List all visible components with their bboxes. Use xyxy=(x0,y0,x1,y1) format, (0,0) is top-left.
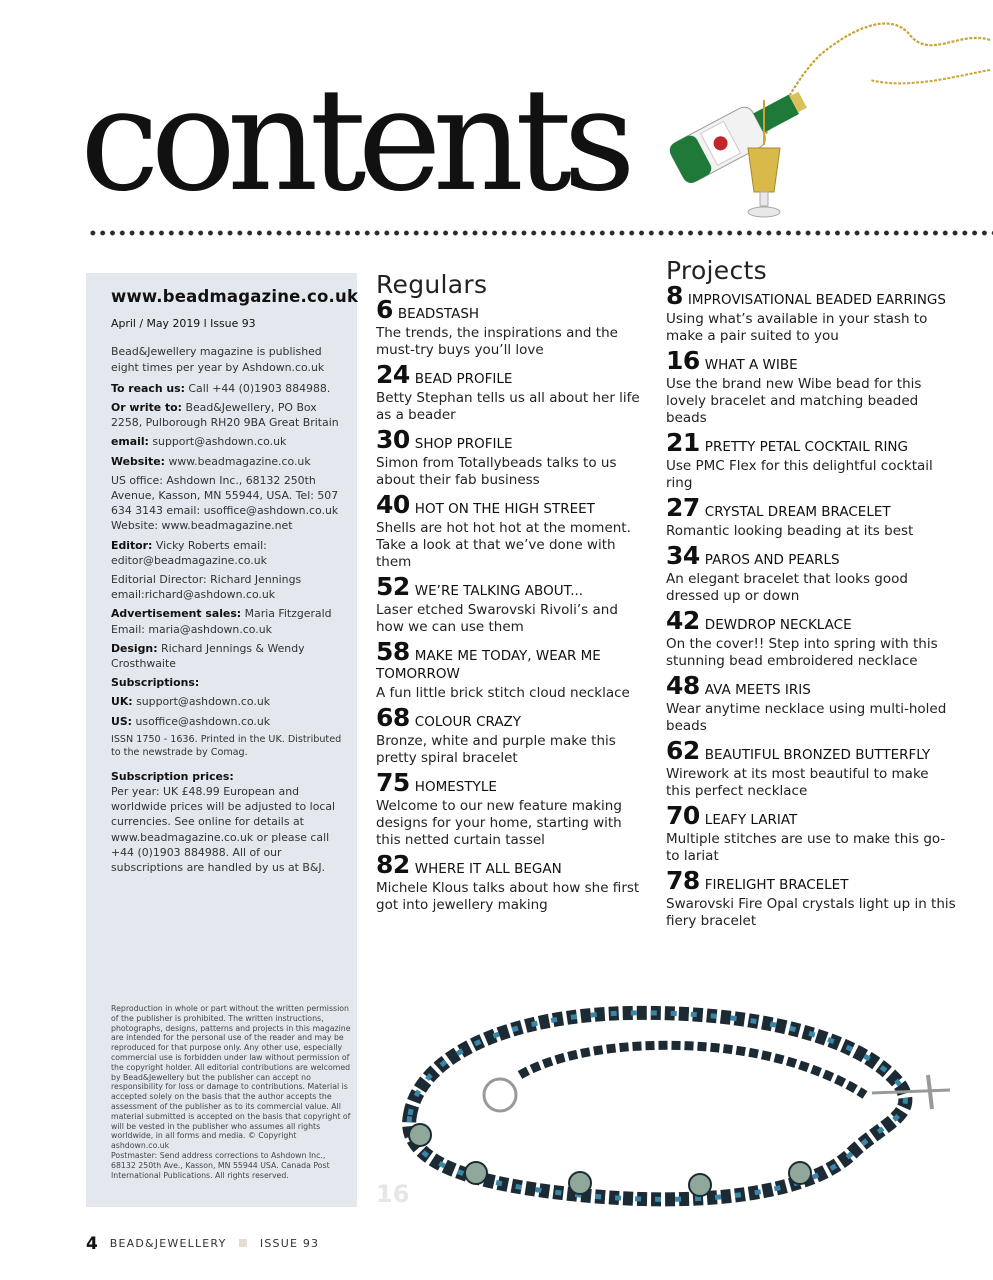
contents-entry[interactable] xyxy=(376,703,648,767)
entry-description: Use PMC Flex for this delightful cocktail ring xyxy=(666,458,933,491)
entry-heading xyxy=(666,606,956,635)
contact-entry xyxy=(111,473,346,534)
entry-heading xyxy=(666,541,956,570)
magazine-name: BEAD&JEWELLERY xyxy=(109,1237,227,1250)
entry-title: WHERE IT ALL BEGAN xyxy=(414,861,562,877)
contents-entry[interactable] xyxy=(376,850,648,914)
prices-text: Per year: UK £48.99 European and worldwide prices will be adjusted to local currencies. See online for details at www.beadmagazine.co.uk or please call +44 (0)1903 884988. All of our subscriptions are handled by us at B&J. xyxy=(111,785,336,875)
entry-page-number: 21 xyxy=(666,428,700,457)
contact-label: Subscriptions: xyxy=(111,676,200,690)
image-page-label: 16 xyxy=(376,1180,410,1208)
entry-page-number: 62 xyxy=(666,736,700,765)
contact-text: support@ashdown.co.uk xyxy=(152,435,287,449)
entry-description: Shells are hot hot hot at the moment. Take a look at that we’ve done with them xyxy=(376,520,631,570)
contents-entry[interactable] xyxy=(666,801,956,865)
entry-page-number: 78 xyxy=(666,866,700,895)
entry-title: WE’RE TALKING ABOUT... xyxy=(414,583,584,599)
contact-entry xyxy=(111,675,346,690)
entry-page-number: 82 xyxy=(376,850,410,879)
prices-label: Subscription prices: xyxy=(111,769,234,783)
entry-title: LEAFY LARIAT xyxy=(704,812,798,828)
entry-heading xyxy=(376,637,648,683)
entry-heading xyxy=(666,736,956,765)
contact-label: UK: xyxy=(111,695,133,709)
contact-text: US office: Ashdown Inc., 68132 250th Avenue, Kasson, MN 55944, USA. Tel: 507 634 3143 email: usoffice@ashdown.co.uk Website: www.beadmagazine.net xyxy=(111,473,339,533)
entry-heading xyxy=(376,490,648,519)
entry-page-number: 40 xyxy=(376,490,410,519)
entry-description: Welcome to our new feature making designs for your home, starting with this netted curtain tassel xyxy=(376,798,622,848)
contact-text: Richard Jennings & Wendy Crosthwaite xyxy=(111,641,305,671)
regulars-heading: Regulars xyxy=(376,270,488,299)
entry-heading xyxy=(666,428,956,457)
entry-heading xyxy=(666,801,956,830)
contact-entry xyxy=(111,694,346,709)
regulars-list xyxy=(376,295,648,914)
entry-heading xyxy=(376,360,648,389)
entry-description: Multiple stitches are use to make this go-to lariat xyxy=(666,831,946,864)
entry-title: CRYSTAL DREAM BRACELET xyxy=(704,504,891,520)
entry-description: An elegant bracelet that looks good dressed up or down xyxy=(666,571,908,604)
entry-title: FIRELIGHT BRACELET xyxy=(704,877,849,893)
contact-label: Website: xyxy=(111,454,165,468)
page-number: 4 xyxy=(86,1234,100,1254)
entry-page-number: 75 xyxy=(376,768,410,797)
contact-text: Maria Fitzgerald Email: maria@ashdown.co.uk xyxy=(111,607,332,636)
entry-description: Bronze, white and purple make this pretty spiral bracelet xyxy=(376,733,616,766)
contact-entry xyxy=(111,538,346,568)
entry-page-number: 70 xyxy=(666,801,700,830)
entry-title: IMPROVISATIONAL BEADED EARRINGS xyxy=(687,292,946,308)
entry-description: Betty Stephan tells us all about her life as a beader xyxy=(376,390,640,423)
entry-description: Michele Klous talks about how she first got into jewellery making xyxy=(376,880,640,913)
entry-title: HOT ON THE HIGH STREET xyxy=(414,501,595,517)
contents-entry[interactable] xyxy=(666,541,956,605)
entry-page-number: 58 xyxy=(376,637,410,666)
entry-description: Romantic looking beading at its best xyxy=(666,523,914,539)
contact-entry xyxy=(111,641,346,671)
contact-text: Bead&Jewellery, PO Box 2258, Pulborough RH20 9BA Great Britain xyxy=(111,401,339,430)
entry-description: A fun little brick stitch cloud necklace xyxy=(376,685,630,701)
issn-note: ISSN 1750 - 1636. Printed in the UK. Distributed to the newstrade by Comag. xyxy=(111,733,342,758)
legal-notice xyxy=(111,1004,351,1180)
projects-column xyxy=(666,256,956,937)
contact-text: www.beadmagazine.co.uk xyxy=(168,454,311,468)
bottle-pendant-image xyxy=(660,0,993,225)
contact-label: Design: xyxy=(111,641,158,655)
necklace-image xyxy=(380,1005,993,1217)
entry-description: Wirework at its most beautiful to make this perfect necklace xyxy=(666,766,929,799)
entry-title: PRETTY PETAL COCKTAIL RING xyxy=(704,439,908,455)
projects-heading: Projects xyxy=(666,256,767,285)
entry-heading xyxy=(666,671,956,700)
page-footer xyxy=(86,1234,319,1254)
entry-page-number: 68 xyxy=(376,703,410,732)
contact-entry xyxy=(111,381,346,396)
entry-heading xyxy=(666,346,956,375)
contents-entry[interactable] xyxy=(666,428,956,492)
entry-title: MAKE ME TODAY, WEAR ME TOMORROW xyxy=(376,648,601,682)
entry-heading xyxy=(376,295,648,324)
contact-label: US: xyxy=(111,714,133,728)
issue-label: ISSUE 93 xyxy=(259,1237,320,1250)
entry-title: SHOP PROFILE xyxy=(414,436,513,452)
entry-heading xyxy=(666,281,956,310)
entry-description: On the cover!! Step into spring with this stunning bead embroidered necklace xyxy=(666,636,938,669)
contents-entry[interactable] xyxy=(666,606,956,670)
entry-description: Use the brand new Wibe bead for this lovely bracelet and matching beaded beads xyxy=(666,376,922,426)
entry-description: Swarovski Fire Opal crystals light up in this fiery bracelet xyxy=(666,896,956,929)
contact-label: Or write to: xyxy=(111,401,183,415)
contact-label: email: xyxy=(111,435,149,449)
entry-description: Using what’s available in your stash to make a pair suited to you xyxy=(666,311,928,344)
contents-entry[interactable] xyxy=(376,572,648,636)
entry-description: Wear anytime necklace using multi-holed beads xyxy=(666,701,947,734)
masthead-sidebar xyxy=(86,273,357,1207)
entry-title: HOMESTYLE xyxy=(414,779,497,795)
contents-entry[interactable] xyxy=(666,281,956,345)
contents-entry[interactable] xyxy=(376,637,648,702)
entry-title: PAROS AND PEARLS xyxy=(704,552,840,568)
contact-label: Advertisement sales: xyxy=(111,607,242,621)
entry-page-number: 30 xyxy=(376,425,410,454)
entry-page-number: 48 xyxy=(666,671,700,700)
issue-line: April / May 2019 l Issue 93 xyxy=(111,317,256,331)
page-title: contents xyxy=(80,58,627,223)
entry-title: COLOUR CRAZY xyxy=(414,714,522,730)
contact-entry xyxy=(111,714,346,729)
entry-heading xyxy=(376,768,648,797)
contact-entry xyxy=(111,606,346,636)
contact-entry xyxy=(111,572,346,602)
entry-page-number: 27 xyxy=(666,493,700,522)
contact-entry xyxy=(111,454,346,469)
contact-entry xyxy=(111,400,346,430)
contents-entry[interactable] xyxy=(376,490,648,571)
projects-list xyxy=(666,281,956,930)
contents-entry[interactable] xyxy=(666,736,956,800)
contents-entry[interactable] xyxy=(376,295,648,359)
entry-page-number: 16 xyxy=(666,346,700,375)
contact-label: Editor: xyxy=(111,538,153,552)
contents-entry[interactable] xyxy=(666,346,956,427)
contact-label: To reach us: xyxy=(111,381,185,395)
legal-text: Reproduction in whole or part without the written permission of the publisher is prohibited. The written instructions, photographs, designs, patterns and projects in this magazine are intended for the personal use of the reader and may be reproduced for that purpose only. Any other use, especially commercial use is forbidden under law without permission of the copyright holder. All editorial contributions are welcomed by Bead&Jewellery but the publisher can accept no responsibility for loss or damage to contributions. Material is accepted solely on the basis that the author accepts the assessment of the publisher as to its commercial value. All material submitted is accepted on the basis that copyright of will be vested in the publisher who assumes all rights worldwide, in all forms and media. © Copyright ashdown.co.uk xyxy=(111,1004,351,1151)
entry-heading xyxy=(376,703,648,732)
contents-entry[interactable] xyxy=(666,671,956,735)
regulars-column xyxy=(376,270,648,921)
entry-heading xyxy=(666,866,956,895)
entry-description: Laser etched Swarovski Rivoli’s and how we can use them xyxy=(376,602,618,635)
entry-title: BEAUTIFUL BRONZED BUTTERFLY xyxy=(704,747,931,763)
footer-separator xyxy=(239,1239,247,1247)
entry-title: WHAT A WIBE xyxy=(704,357,798,373)
contact-entry xyxy=(111,434,346,449)
entry-page-number: 52 xyxy=(376,572,410,601)
entry-page-number: 42 xyxy=(666,606,700,635)
contents-entry[interactable] xyxy=(666,493,956,540)
entry-description: Simon from Totallybeads talks to us about their fab business xyxy=(376,455,617,488)
dotted-divider xyxy=(88,228,993,238)
contact-text: Call +44 (0)1903 884988. xyxy=(188,381,331,395)
entry-title: BEADSTASH xyxy=(397,306,480,322)
contents-entry[interactable] xyxy=(376,425,648,489)
contents-entry[interactable] xyxy=(376,360,648,424)
entry-page-number: 8 xyxy=(666,281,683,310)
website-url[interactable]: www.beadmagazine.co.uk xyxy=(111,287,359,306)
entry-heading xyxy=(376,425,648,454)
contact-text: support@ashdown.co.uk xyxy=(136,695,271,709)
contents-entry[interactable] xyxy=(376,768,648,849)
contents-entry[interactable] xyxy=(666,866,956,930)
entry-heading xyxy=(666,493,956,522)
entry-page-number: 34 xyxy=(666,541,700,570)
entry-title: BEAD PROFILE xyxy=(414,371,513,387)
contact-text: Editorial Director: Richard Jennings email:richard@ashdown.co.uk xyxy=(111,573,302,602)
entry-page-number: 24 xyxy=(376,360,410,389)
entry-page-number: 6 xyxy=(376,295,393,324)
contact-text: Vicky Roberts email: editor@beadmagazine.co.uk xyxy=(111,538,267,567)
contact-text: usoffice@ashdown.co.uk xyxy=(135,714,271,728)
entry-title: DEWDROP NECKLACE xyxy=(704,617,852,633)
entry-title: AVA MEETS IRIS xyxy=(704,682,811,698)
entry-description: The trends, the inspirations and the must-try buys you’ll love xyxy=(376,325,618,358)
publisher-intro: Bead&Jewellery magazine is published eight times per year by Ashdown.co.uk xyxy=(111,345,325,374)
entry-heading xyxy=(376,850,648,879)
postmaster-text: Postmaster: Send address corrections to Ashdown Inc., 68132 250th Ave., Kasson, MN 55944 USA. Canada Post International Publications. All rights reserved. xyxy=(111,1150,330,1180)
contact-list xyxy=(111,381,346,729)
entry-heading xyxy=(376,572,648,601)
